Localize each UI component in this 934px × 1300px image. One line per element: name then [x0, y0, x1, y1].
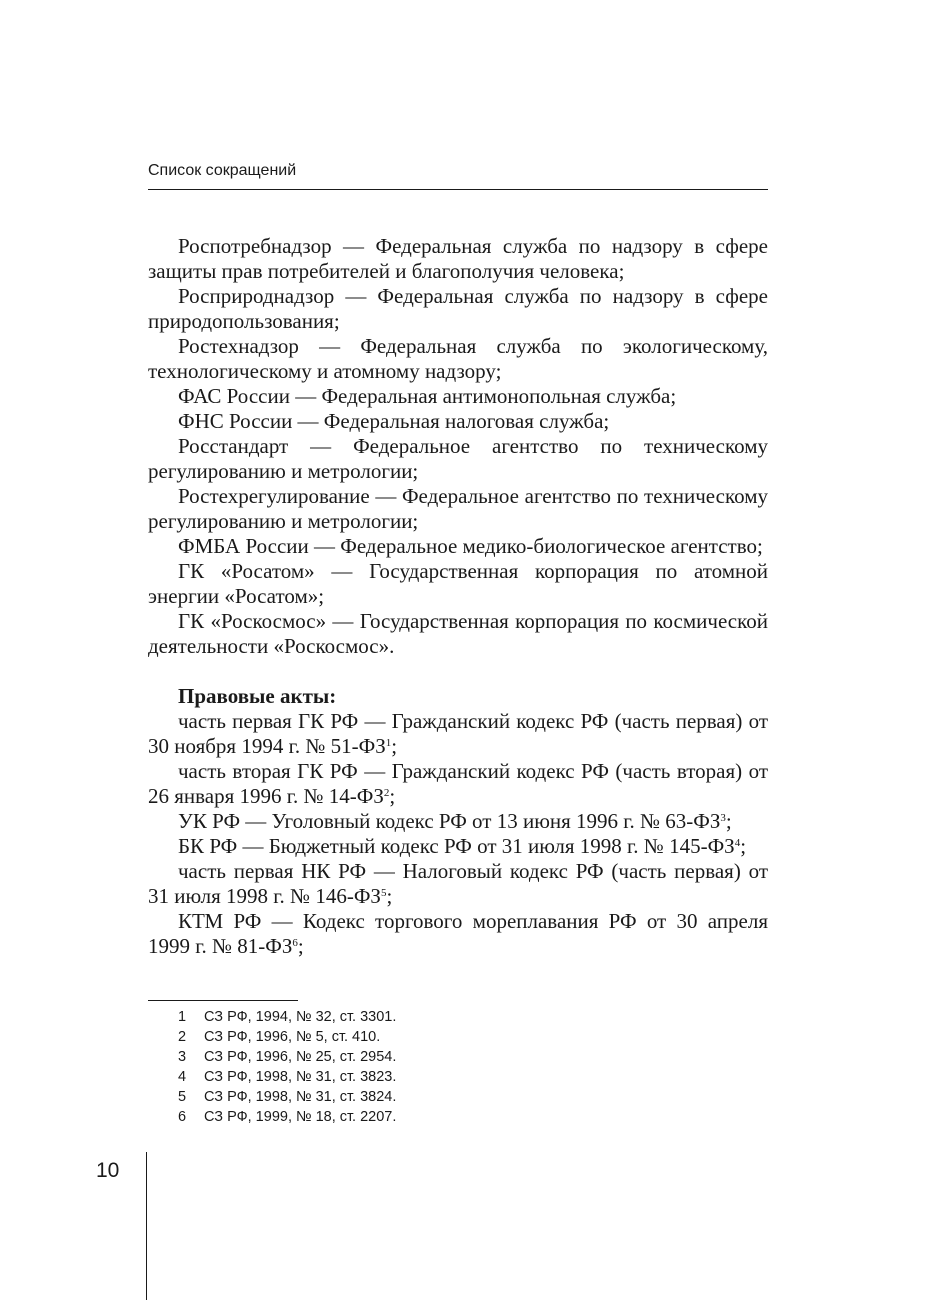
footnote-number: 4: [178, 1069, 187, 1085]
legal-act-entry: [148, 909, 768, 959]
legal-act-entry: [148, 759, 768, 809]
abbreviation-entry: Росприроднадзор — Федеральная служба по надзору в сфере природопользования;: [148, 284, 768, 333]
footnote-item: [178, 1007, 768, 1027]
header-rule: [148, 189, 768, 190]
footnote-number: 1: [178, 1009, 187, 1025]
margin-rule: [146, 1152, 147, 1300]
footnote-item: [178, 1087, 768, 1107]
footnote-item: [178, 1027, 768, 1047]
footnote-item: [178, 1107, 768, 1127]
footnote-text: СЗ РФ, 1998, № 31, ст. 3823.: [204, 1069, 397, 1085]
legal-act-entry: [148, 809, 768, 834]
footnote-text: СЗ РФ, 1996, № 5, ст. 410.: [204, 1029, 381, 1045]
footnote-text: СЗ РФ, 1998, № 31, ст. 3824.: [204, 1089, 397, 1105]
legal-act-entry: [148, 834, 768, 859]
abbreviation-entry: Роспотребнадзор — Федеральная служба по надзору в сфере защиты прав потребителей и благополучия человека;: [148, 234, 768, 283]
footnote-ref[interactable]: 3: [720, 812, 726, 824]
legal-act-text: КТМ РФ — Кодекс торгового мореплавания РФ от 30 апреля 1999 г. № 81-ФЗ: [148, 909, 768, 958]
main-text: [148, 234, 768, 959]
abbreviation-entry: ФАС России — Федеральная антимонопольная служба;: [178, 384, 677, 408]
legal-act-text: БК РФ — Бюджетный кодекс РФ от 31 июля 1998 г. № 145-ФЗ: [178, 834, 735, 858]
legal-act-end: ;: [386, 884, 393, 908]
legal-act-text: часть вторая ГК РФ — Гражданский кодекс РФ (часть вторая) от 26 января 1996 г. № 14-ФЗ: [148, 759, 768, 808]
footnote-ref[interactable]: 4: [734, 837, 741, 849]
footnote-number: 3: [178, 1049, 187, 1065]
footnotes-list: [178, 1007, 768, 1127]
footnote-ref[interactable]: 1: [385, 737, 392, 749]
legal-act-text: УК РФ — Уголовный кодекс РФ от 13 июня 1996 г. № 63-ФЗ: [178, 809, 721, 833]
footnote-ref[interactable]: 5: [380, 887, 387, 899]
section-gap: [148, 659, 768, 684]
abbreviation-entry: Ростехрегулирование — Федеральное агентство по техническому регулированию и метрологии;: [148, 484, 768, 533]
section-title-legal-acts: Правовые акты:: [178, 684, 337, 708]
footnote-number: 2: [178, 1029, 187, 1045]
page-number: 10: [96, 1159, 120, 1182]
legal-act-entry: [148, 859, 768, 909]
abbreviation-entry: Ростехнадзор — Федеральная служба по экологическому, технологическому и атомному надзору;: [148, 334, 768, 383]
footnote-text: СЗ РФ, 1999, № 18, ст. 2207.: [204, 1109, 397, 1125]
footnote-number: 5: [178, 1089, 187, 1105]
legal-act-end: ;: [391, 734, 398, 758]
legal-act-text: часть первая ГК РФ — Гражданский кодекс РФ (часть первая) от 30 ноября 1994 г. № 51-ФЗ: [148, 709, 768, 758]
legal-act-end: ;: [725, 809, 732, 833]
abbreviation-entry: ФНС России — Федеральная налоговая служба;: [178, 409, 610, 433]
footnote-item: [178, 1067, 768, 1087]
running-head: Список сокращений: [148, 162, 297, 179]
legal-act-end: ;: [297, 934, 304, 958]
abbreviation-entry: ГК «Роскосмос» — Государственная корпорация по космической деятельности «Роскосмос».: [148, 609, 768, 658]
footnote-text: СЗ РФ, 1994, № 32, ст. 3301.: [204, 1009, 397, 1025]
abbreviation-entry: ФМБА России — Федеральное медико-биологическое агентство;: [178, 534, 763, 558]
footnote-number: 6: [178, 1109, 187, 1125]
footnote-item: [178, 1047, 768, 1067]
abbreviation-entry: Росстандарт — Федеральное агентство по техническому регулированию и метрологии;: [148, 434, 768, 483]
footnote-rule: [148, 1000, 298, 1001]
footnote-text: СЗ РФ, 1996, № 25, ст. 2954.: [204, 1049, 397, 1065]
legal-act-end: ;: [389, 784, 396, 808]
footnote-ref[interactable]: 2: [383, 787, 390, 799]
legal-act-text: часть первая НК РФ — Налоговый кодекс РФ (часть первая) от 31 июля 1998 г. № 146-ФЗ: [148, 859, 768, 908]
legal-act-entry: [148, 709, 768, 759]
legal-act-end: ;: [740, 834, 747, 858]
abbreviation-entry: ГК «Росатом» — Государственная корпорация по атомной энергии «Росатом»;: [148, 559, 768, 608]
footnote-ref[interactable]: 6: [292, 937, 298, 949]
